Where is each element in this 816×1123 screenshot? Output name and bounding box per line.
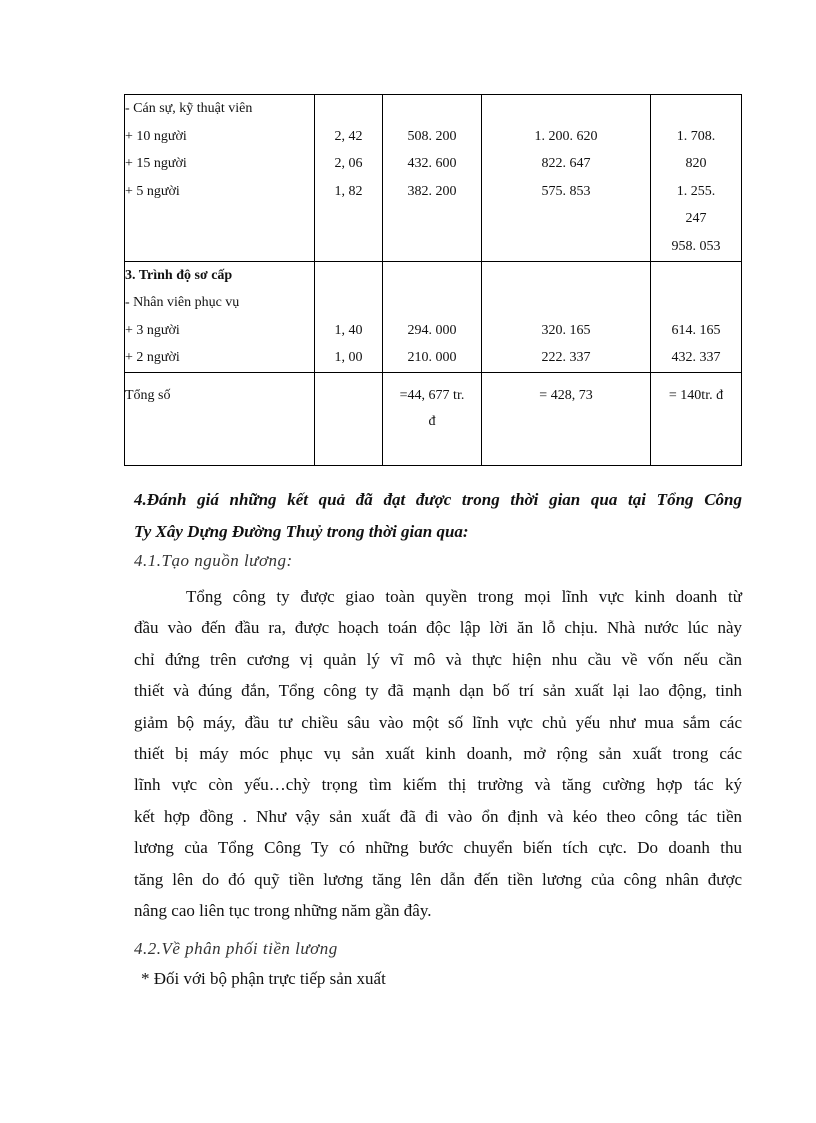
cell-line: = 428, 73 [539,387,593,403]
cell-line: + 2 người [125,350,180,366]
paragraph-line: lĩnh vực còn yếu…chỳ trọng tìm kiếm thị trường và tăng cường hợp tác ký [134,775,742,795]
paragraph-line: giảm bộ máy, đầu tư chiều sâu vào một số lĩnh vực chủ yếu như mua sắm các [134,712,742,732]
table-cell [315,95,383,262]
table-cell [383,95,482,262]
bullet-item: * Đối với bộ phận trực tiếp sản xuất [141,969,386,988]
cell-line: 614. 165 [671,322,721,338]
cell-line [651,289,741,317]
cell-line: - Cán sự, kỹ thuật viên [125,101,253,116]
cell-line [315,289,382,317]
heading-line: 4.Đánh giá những kết quả đã đạt được trong thời gian qua tại Tổng Công [134,490,742,509]
salary-table [124,94,741,466]
cell-line: 1, 82 [334,183,363,199]
cell-line: 432. 600 [407,156,457,172]
table-total-row [125,372,742,465]
cell-line [315,262,382,290]
table-cell [383,261,482,372]
table-cell [651,95,742,262]
cell-line: =44, 677 tr. [399,387,465,403]
cell-line [482,289,650,317]
table-row [125,261,742,372]
paragraph-line: chỉ đứng trên cương vị quản lý vĩ mô và thực hiện nhu cầu về vốn nếu cần [134,649,742,669]
table-cell [651,372,742,465]
cell-line: 1. 708. [676,128,716,144]
subheading-4-2: 4.2.Về phân phối tiền lương [134,939,338,958]
table-row [125,95,742,262]
cell-line: - Nhân viên phục vụ [125,295,240,311]
cell-line: 382. 200 [407,183,457,199]
cell-line: 247 [685,211,707,227]
heading-line: Ty Xây Dựng Đường Thuỷ trong thời gian qua: [134,522,469,541]
body-paragraph [134,581,742,926]
paragraph-line: thiết và đúng đắn, Tổng công ty đã mạnh dạn bố trí sản xuất lại lao động, tinh [134,681,742,701]
subheading-4-1: 4.1.Tạo nguồn lương: [134,551,293,570]
table-cell [651,261,742,372]
cell-line [482,95,650,123]
cell-line: + 5 người [125,183,180,199]
cell-line: 820 [685,156,707,172]
table-cell [482,261,651,372]
table-cell [482,95,651,262]
cell-line: 1. 255. [676,183,716,199]
cell-line: 2, 42 [334,128,363,144]
paragraph-line: thiết bị máy móc phục vụ sản xuất kinh doanh, mở rộng sản xuất trong các [134,744,742,764]
cell-line: đ [428,413,436,429]
cell-line: 210. 000 [407,350,457,366]
cell-line: 432. 337 [671,350,721,366]
cell-line: 508. 200 [407,128,457,144]
cell-line: 294. 000 [407,322,457,338]
section-heading [134,484,742,548]
cell-line [651,95,741,123]
cell-line [383,262,481,290]
cell-line: = 140tr. đ [668,387,724,403]
cell-line: 222. 337 [541,350,591,366]
paragraph-line: kết hợp đồng . Như vậy sản xuất đã đi vào ổn định và kéo theo công tác tiền [134,806,742,826]
cell-line [482,262,650,290]
paragraph-line: nâng cao liên tục trong những năm gần đây. [134,901,432,921]
table-cell [315,372,383,465]
cell-line [383,289,481,317]
paragraph-line: tăng lên do đó quỹ tiền lương tăng lên dẫn đến tiền lương của công nhân được [134,869,742,889]
paragraph-line: Tổng công ty được giao toàn quyền trong mọi lĩnh vực kinh doanh từ [186,587,742,606]
cell-line [315,95,382,123]
table-cell [482,372,651,465]
cell-line: 575. 853 [541,183,591,199]
table-cell [125,372,315,465]
cell-line: 958. 053 [671,238,721,254]
cell-line: 3. Trình độ sơ cấp [125,267,233,283]
cell-line [651,262,741,290]
cell-line: 1. 200. 620 [534,128,598,144]
table-cell [315,261,383,372]
cell-line: 1, 00 [334,350,363,366]
paragraph-line: đầu vào đến đầu ra, được hoạch toán độc lập lời ăn lỗ chịu. Nhà nước lúc này [134,618,742,638]
cell-line: + 3 người [125,322,180,338]
table-cell [383,372,482,465]
cell-line: 2, 06 [334,156,363,172]
table-cell [125,261,315,372]
cell-line: 320. 165 [541,322,591,338]
cell-line: 822. 647 [541,156,591,172]
cell-line: + 15 người [125,156,187,172]
table-cell [125,95,315,262]
paragraph-line: lương của Tổng Công Ty có những bước chuyển biến tích cực. Do doanh thu [134,838,742,858]
cell-line [383,95,481,123]
total-label: Tổng số [125,387,171,403]
cell-line: 1, 40 [334,322,363,338]
cell-line: + 10 người [125,128,187,144]
